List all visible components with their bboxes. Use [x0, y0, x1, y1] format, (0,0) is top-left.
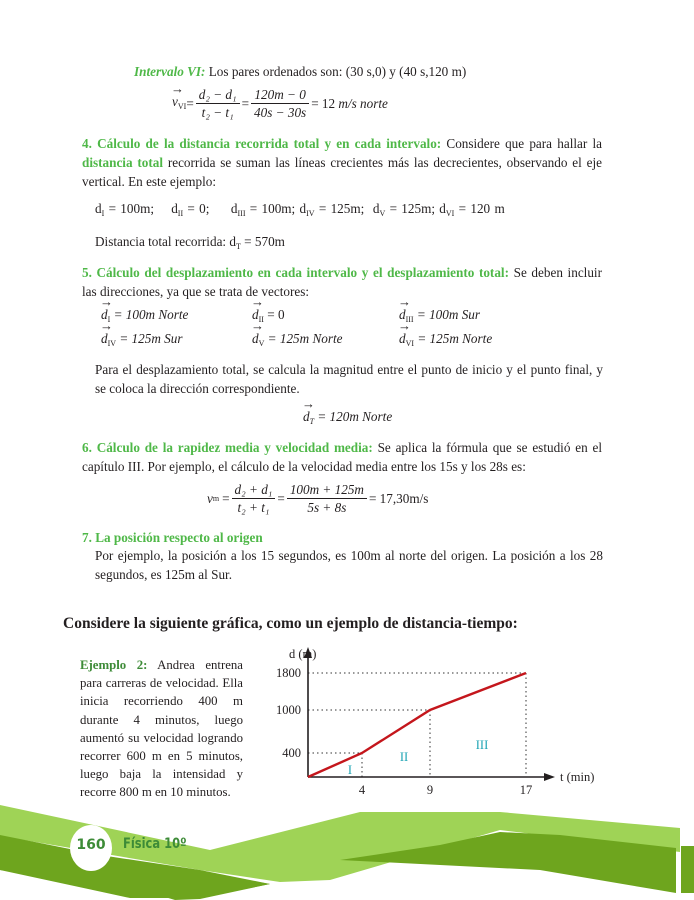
distances-list — [95, 199, 505, 223]
section-6-title: 6. Cálculo de la rapidez media y velocidad media: — [82, 440, 373, 455]
y-tick-1000: 1000 — [276, 703, 301, 717]
x-tick-17: 17 — [519, 783, 533, 797]
region-label-II: II — [399, 750, 409, 764]
interval-vi-formula: → $v_{VI}$ = $\frac{\text{d₂ − d₁}}{\text{t₂ − t₁}}$ = $\frac{120m - 0}{40s - 30s}$ = 12 m/s norte — [172, 86, 388, 121]
displacement-vector: → $d_I = 100m$ Norte — [101, 305, 188, 329]
example-2: Ejemplo 2: Andrea entrena para carreras de velocidad. Ella inicia recorriendo 400 m durante 4 minutos, luego aumentó su velocidad logrando recorrer 600 m en 5 minutos, luego baja la intensidad y recorre 800 m en 10 minutos. — [80, 658, 243, 800]
graph-heading: Considere la siguiente gráfica, como un ejemplo de distancia-tiempo: — [63, 615, 518, 632]
y-tick-1800: 1800 — [276, 666, 301, 680]
displacement-vector: → $d_{IV} = 125m$ Sur — [101, 329, 182, 353]
displacement-vector: → $d_{III} = 100m$ Sur — [399, 305, 480, 329]
distance-item: $d_I = 100m$; — [95, 201, 154, 218]
x-tick-9: 9 — [426, 783, 434, 797]
distance-item: $d_{VI} = 120$ m — [439, 201, 505, 218]
distance-item: $d_{III} = 100m$; — [230, 201, 296, 218]
distance-item: $d_{IV} = 125m$; — [299, 201, 365, 218]
interval-vi-text: Los pares ordenados son: (30 s,0) y (40 s,120 m) — [208, 64, 467, 79]
section-7-text: Por ejemplo, la posición a los 15 segundos, es 100m al norte del origen. La posición a los 28 segundos, es 125m al Sur. — [95, 548, 603, 582]
section-6: 6. Cálculo de la rapidez media y velocidad media: Se aplica la fórmula que se estudió en el capítulo III. Por ejemplo, el cálculo de la velocidad media entre los 15s y los 28s es: — [82, 440, 602, 474]
y-axis-label: d (m) — [289, 647, 317, 661]
region-label-III: III — [475, 738, 489, 752]
distance-total-highlight: distancia total — [82, 155, 164, 170]
example-2-label: Ejemplo 2: — [80, 658, 148, 672]
distance-time-chart — [260, 640, 610, 805]
distance-total: Distancia total recorrida: $d_T = 570m$ — [95, 234, 285, 251]
total-displacement-vector: → $d_T = 120m$ Norte — [303, 407, 392, 431]
section-5: 5. Cálculo del desplazamiento en cada intervalo y el desplazamiento total: Se deben incluir las direcciones, ya que se trata de vectores: — [82, 265, 602, 299]
section-7-title: 7. La posición respecto al origen — [82, 530, 263, 545]
displacement-vector: → $d_V = 125m$ Norte — [252, 329, 343, 353]
x-axis-label: t (min) — [560, 770, 595, 784]
fraction-symbolic: $\frac{\text{d₂ − d₁}}{\text{t₂ − t₁}}$ — [196, 86, 240, 121]
fraction-numeric: $\frac{120m - 0}{40s - 30s}$ — [251, 86, 309, 121]
displacement-vector: → $d_{VI} = 125m$ Norte — [399, 329, 492, 353]
mean-velocity-formula: v m = $\frac{\text{d₂ + d₁}}{\text{t₂ + t₁}}$ = $\frac{100m + 125m}{5s + 8s}$ = 17,30m/s — [207, 482, 429, 515]
section-4: 4. Cálculo de la distancia recorrida total y en cada intervalo: Considere que para hallar la distancia total recorrida se suman las líneas crecientes más las decrecientes, observando el eje vertical. En este ejemplo: — [82, 136, 606, 189]
x-axis-arrow-icon — [544, 773, 555, 781]
distance-line — [308, 673, 526, 777]
distance-item: $d_{II} = 0$; — [171, 201, 210, 218]
region-label-I: I — [347, 763, 353, 777]
section-5-paragraph: Para el desplazamiento total, se calcula la magnitud entre el punto de inicio y el punto final, y se coloca la dirección correspondiente. — [95, 362, 603, 396]
section-4-title: 4. Cálculo de la distancia recorrida total y en cada intervalo: — [82, 136, 442, 151]
distance-item: $d_V = 125m$; — [372, 201, 435, 218]
displacement-vector: → $d_{II} = 0$ — [252, 305, 285, 329]
x-tick-4: 4 — [358, 783, 366, 797]
fraction-symbolic: $\frac{\text{d₂ + d₁}}{\text{t₂ + t₁}}$ — [232, 481, 276, 516]
section-5-title: 5. Cálculo del desplazamiento en cada intervalo y el desplazamiento total: — [82, 265, 509, 280]
y-tick-400: 400 — [282, 746, 301, 760]
interval-vi-label: Intervalo VI: — [134, 64, 206, 79]
page-number: 160 — [76, 837, 106, 853]
fraction-numeric: $\frac{100m + 125m}{5s + 8s}$ — [287, 481, 367, 516]
velocity-vector-symbol: → $v_{VI}$ — [172, 92, 186, 116]
footer-edge-tab — [681, 846, 694, 893]
book-title: Física 10º — [123, 836, 187, 852]
